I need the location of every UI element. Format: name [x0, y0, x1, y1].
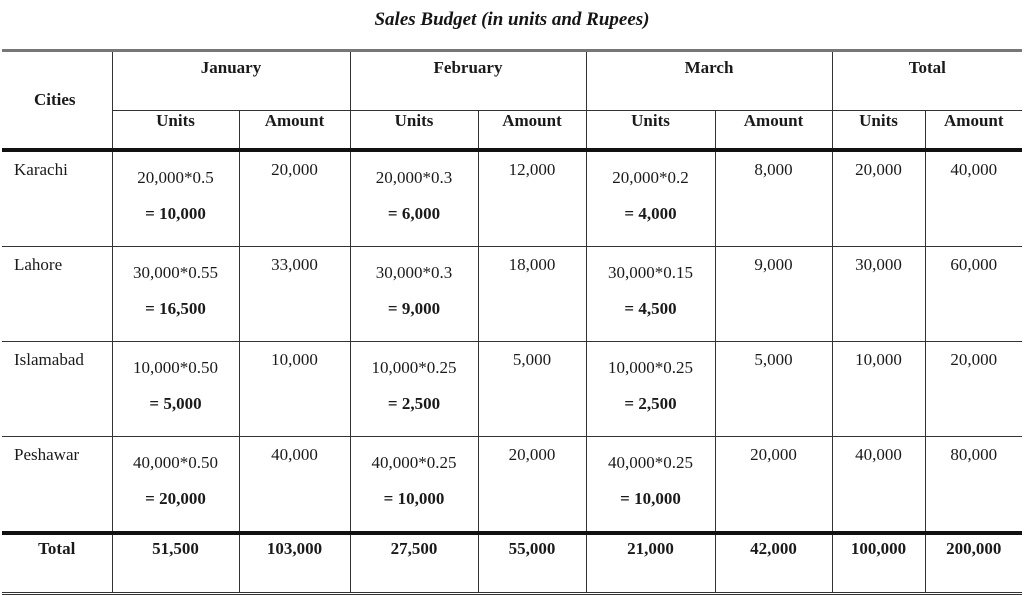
header-february: February	[350, 51, 586, 111]
grand-units-total: 100,000	[832, 533, 925, 594]
january-amount-cell: 20,000	[239, 150, 350, 247]
february-units-total: 27,500	[350, 533, 478, 594]
february-units-cell	[350, 437, 478, 534]
totals-row	[2, 533, 1022, 594]
units-formula: 20,000*0.2	[612, 168, 689, 187]
totals-label: Total	[2, 533, 112, 594]
units-formula: 40,000*0.50	[133, 453, 218, 472]
february-amount-cell: 18,000	[478, 247, 586, 342]
total-amount-cell: 80,000	[925, 437, 1022, 534]
january-units-cell	[112, 150, 239, 247]
units-result: = 5,000	[149, 394, 202, 413]
units-formula: 40,000*0.25	[371, 453, 457, 472]
units-formula: 10,000*0.25	[608, 358, 693, 377]
march-amount-cell: 9,000	[715, 247, 832, 342]
grand-amount-total: 200,000	[925, 533, 1022, 594]
total-amount-cell: 40,000	[925, 150, 1022, 247]
header-march-units: Units	[586, 111, 715, 151]
units-formula: 30,000*0.55	[133, 263, 218, 282]
units-formula: 40,000*0.25	[608, 453, 693, 472]
sales-budget-table	[2, 49, 1022, 595]
units-result: = 9,000	[387, 299, 441, 318]
units-result: = 4,500	[624, 299, 677, 318]
city-name: Lahore	[2, 247, 112, 342]
header-cities: Cities	[2, 51, 112, 151]
header-total-amount: Amount	[925, 111, 1022, 151]
units-result: = 6,000	[387, 204, 441, 223]
table-row	[2, 150, 1022, 247]
header-march-amount: Amount	[715, 111, 832, 151]
units-formula: 20,000*0.5	[137, 168, 214, 187]
total-units-cell: 30,000	[832, 247, 925, 342]
header-february-units: Units	[350, 111, 478, 151]
header-january-amount: Amount	[239, 111, 350, 151]
total-units-cell: 20,000	[832, 150, 925, 247]
units-result: = 16,500	[145, 299, 206, 318]
header-total: Total	[832, 51, 1022, 111]
january-amount-cell: 40,000	[239, 437, 350, 534]
units-result: = 20,000	[145, 489, 206, 508]
total-units-cell: 40,000	[832, 437, 925, 534]
city-name: Peshawar	[2, 437, 112, 534]
header-total-units: Units	[832, 111, 925, 151]
march-amount-cell: 5,000	[715, 342, 832, 437]
units-formula: 10,000*0.25	[371, 358, 457, 377]
units-result: = 4,000	[624, 204, 677, 223]
march-units-cell	[586, 437, 715, 534]
march-amount-cell: 20,000	[715, 437, 832, 534]
table-row	[2, 247, 1022, 342]
header-march: March	[586, 51, 832, 111]
table-row	[2, 342, 1022, 437]
february-amount-cell: 5,000	[478, 342, 586, 437]
units-formula: 20,000*0.3	[375, 168, 453, 187]
february-amount-cell: 12,000	[478, 150, 586, 247]
header-row-subcolumns	[2, 111, 1022, 151]
city-name: Islamabad	[2, 342, 112, 437]
march-units-cell	[586, 247, 715, 342]
january-units-total: 51,500	[112, 533, 239, 594]
february-amount-cell: 20,000	[478, 437, 586, 534]
february-units-cell	[350, 150, 478, 247]
units-formula: 30,000*0.15	[608, 263, 693, 282]
units-formula: 30,000*0.3	[375, 263, 453, 282]
units-result: = 10,000	[620, 489, 681, 508]
march-units-total: 21,000	[586, 533, 715, 594]
total-amount-cell: 20,000	[925, 342, 1022, 437]
january-amount-total: 103,000	[239, 533, 350, 594]
january-units-cell	[112, 247, 239, 342]
february-units-cell	[350, 342, 478, 437]
january-units-cell	[112, 437, 239, 534]
january-amount-cell: 10,000	[239, 342, 350, 437]
march-amount-cell: 8,000	[715, 150, 832, 247]
units-result: = 10,000	[383, 489, 445, 508]
units-result: = 2,500	[624, 394, 677, 413]
february-units-cell	[350, 247, 478, 342]
january-units-cell	[112, 342, 239, 437]
header-january: January	[112, 51, 350, 111]
january-amount-cell: 33,000	[239, 247, 350, 342]
march-units-cell	[586, 150, 715, 247]
document-title: Sales Budget (in units and Rupees)	[374, 9, 650, 30]
total-amount-cell: 60,000	[925, 247, 1022, 342]
units-formula: 10,000*0.50	[133, 358, 218, 377]
header-row-months	[2, 51, 1022, 111]
total-units-cell: 10,000	[832, 342, 925, 437]
february-amount-total: 55,000	[478, 533, 586, 594]
header-february-amount: Amount	[478, 111, 586, 151]
march-units-cell	[586, 342, 715, 437]
table-row	[2, 437, 1022, 534]
units-result: = 2,500	[387, 394, 441, 413]
units-result: = 10,000	[145, 204, 206, 223]
header-january-units: Units	[112, 111, 239, 151]
march-amount-total: 42,000	[715, 533, 832, 594]
city-name: Karachi	[2, 150, 112, 247]
